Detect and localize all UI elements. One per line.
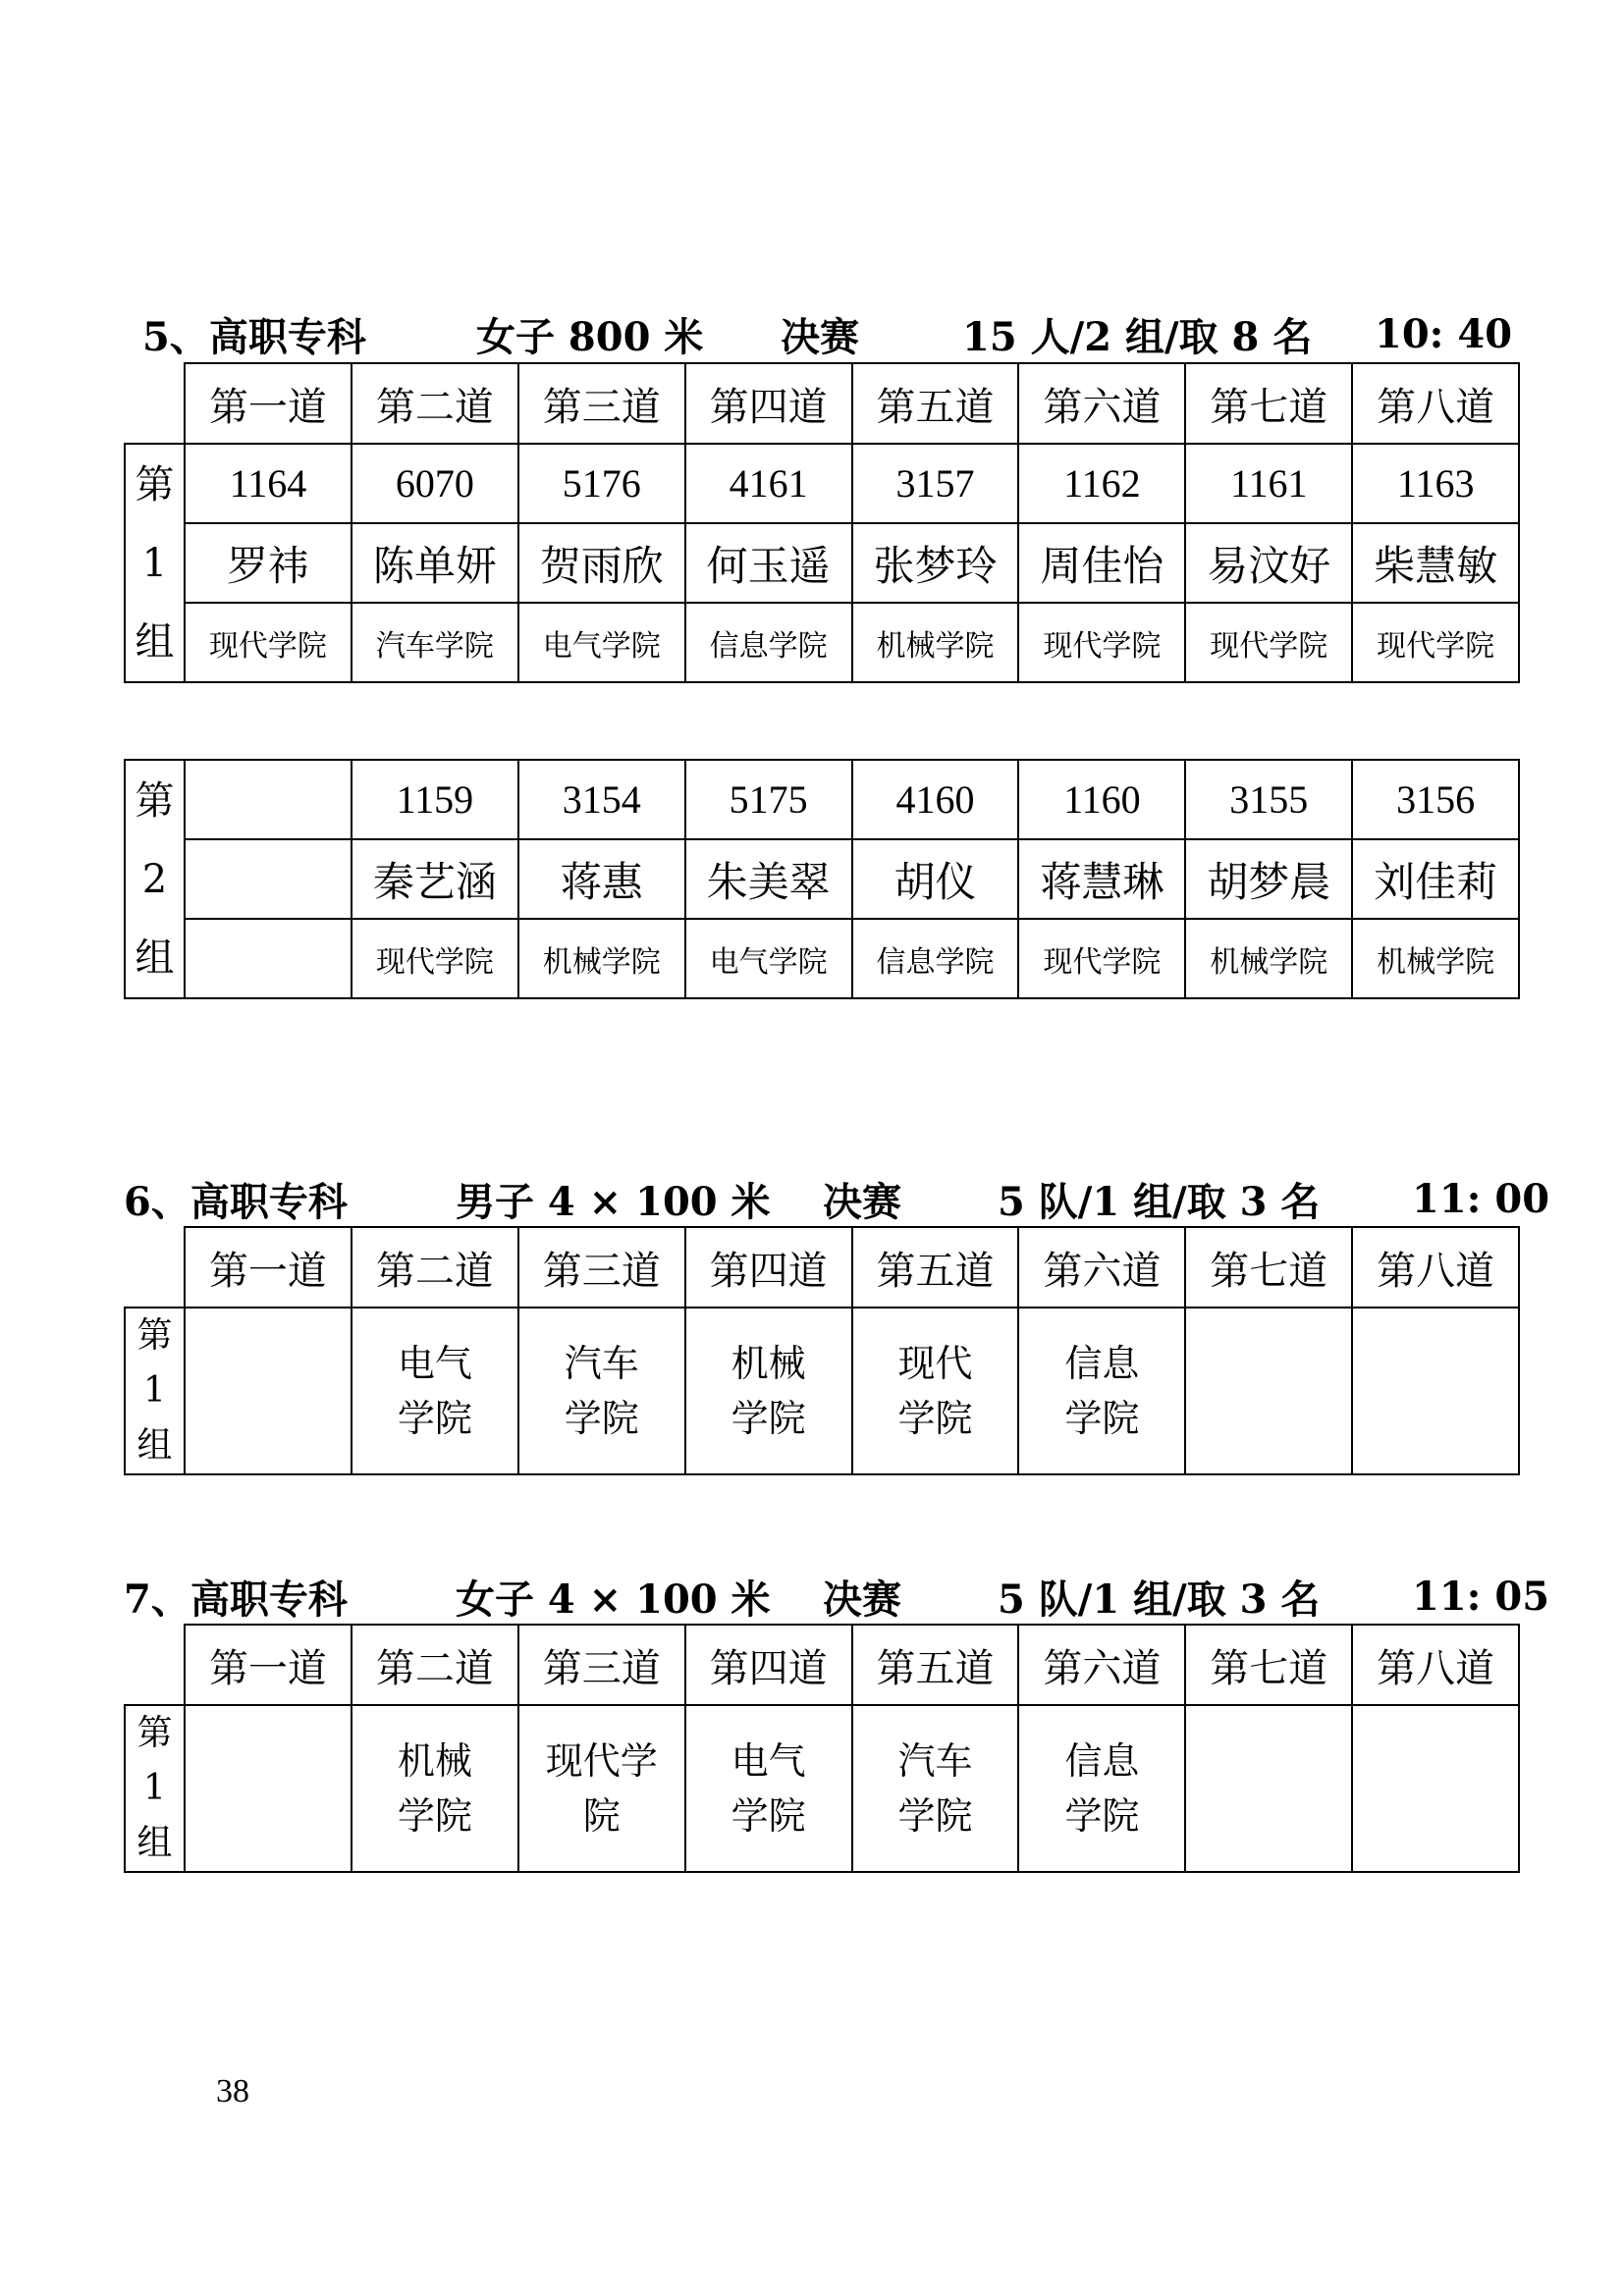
athlete-name: 秦艺涵 <box>352 839 518 919</box>
team-row <box>125 1705 1519 1872</box>
lane-header: 第四道 <box>685 1227 852 1308</box>
team-cell <box>685 1308 852 1474</box>
group-label-part: 1 <box>143 1370 166 1411</box>
athlete-college: 现代学院 <box>1018 603 1185 682</box>
athlete-college: 现代学院 <box>185 603 352 682</box>
athlete-number: 5175 <box>685 760 852 839</box>
team-cell <box>852 1308 1019 1474</box>
team-line: 汽车 <box>897 1739 973 1783</box>
event5-title <box>142 306 366 362</box>
group-label <box>125 444 185 682</box>
group-label-part: 第 <box>136 1315 173 1356</box>
athlete-number: 3156 <box>1352 760 1519 839</box>
athlete-number: 1160 <box>1018 760 1185 839</box>
event5-event: 女子 800 米 <box>476 313 704 360</box>
event7-table <box>124 1624 1520 1873</box>
corner-cell <box>125 1625 185 1705</box>
athlete-number: 3157 <box>852 444 1019 523</box>
athlete-college: 电气学院 <box>685 919 852 998</box>
event5-heading <box>142 306 1517 361</box>
athlete-name: 胡仪 <box>852 839 1019 919</box>
team-line: 现代学 <box>545 1739 658 1783</box>
lane-header: 第五道 <box>852 1625 1019 1705</box>
lane-header: 第六道 <box>1018 1625 1185 1705</box>
team-cell <box>185 1705 352 1872</box>
athlete-name: 何玉遥 <box>685 523 852 603</box>
athlete-name: 蒋慧琳 <box>1018 839 1185 919</box>
group-label-part: 2 <box>141 856 168 902</box>
lane-header: 第三道 <box>518 1227 685 1308</box>
event7-title <box>124 1569 348 1625</box>
team-cell <box>352 1705 518 1872</box>
team-line: 学院 <box>397 1794 472 1838</box>
team-line: 现代 <box>897 1342 973 1385</box>
athlete-number <box>185 760 352 839</box>
event7-round: 决赛 <box>823 1575 901 1623</box>
event5-time: 10: 40 <box>1375 310 1513 357</box>
team-line: 学院 <box>731 1397 806 1440</box>
event6-event: 男子 4 × 100 米 <box>456 1178 771 1225</box>
lane-header: 第一道 <box>185 1625 352 1705</box>
team-cell <box>1352 1308 1519 1474</box>
event7-time: 11: 05 <box>1412 1573 1550 1620</box>
athlete-name: 张梦玲 <box>852 523 1019 603</box>
group-label-part: 第 <box>135 777 175 824</box>
event6-format: 5 队/1 组/取 3 名 <box>998 1178 1321 1225</box>
athlete-college: 机械学院 <box>518 919 685 998</box>
team-line: 机械 <box>731 1342 806 1385</box>
team-line: 院 <box>582 1794 621 1838</box>
athlete-college: 电气学院 <box>518 603 685 682</box>
athlete-name: 贺雨欣 <box>518 523 685 603</box>
team-line: 信息 <box>1064 1342 1140 1385</box>
number-row <box>125 444 1519 523</box>
event6-category: 高职专科 <box>189 1178 348 1225</box>
group-label-part: 组 <box>135 934 175 981</box>
athlete-number: 1164 <box>185 444 352 523</box>
event5-index: 5、 <box>142 313 209 360</box>
lane-header: 第三道 <box>518 363 685 444</box>
team-cell <box>518 1308 685 1474</box>
lane-header: 第五道 <box>852 363 1019 444</box>
athlete-number: 5176 <box>518 444 685 523</box>
athlete-number: 4160 <box>852 760 1019 839</box>
lane-header: 第八道 <box>1352 1625 1519 1705</box>
lane-header-row <box>125 1625 1519 1705</box>
team-cell <box>518 1705 685 1872</box>
event7-heading <box>124 1569 1550 1624</box>
lane-header: 第二道 <box>352 1625 518 1705</box>
athlete-college: 信息学院 <box>852 919 1019 998</box>
athlete-number: 3154 <box>518 760 685 839</box>
name-row <box>125 839 1519 919</box>
athlete-name: 蒋惠 <box>518 839 685 919</box>
corner-cell <box>125 363 185 444</box>
team-line: 学院 <box>397 1397 472 1440</box>
team-row <box>125 1308 1519 1474</box>
athlete-name: 周佳怡 <box>1018 523 1185 603</box>
lane-header: 第四道 <box>685 1625 852 1705</box>
group-label-part: 1 <box>141 540 168 586</box>
group-label <box>125 760 185 998</box>
team-cell <box>352 1308 518 1474</box>
lane-header-row <box>125 1227 1519 1308</box>
event6-heading <box>124 1171 1550 1226</box>
lane-header: 第七道 <box>1185 1625 1352 1705</box>
lane-header: 第二道 <box>352 363 518 444</box>
team-cell <box>185 1308 352 1474</box>
corner-cell <box>125 1227 185 1308</box>
athlete-college <box>185 919 352 998</box>
group-label-part: 第 <box>135 461 175 507</box>
team-line: 学院 <box>731 1794 806 1838</box>
athlete-name: 易汶好 <box>1185 523 1352 603</box>
page-number: 38 <box>216 2073 249 2109</box>
event6-table <box>124 1226 1520 1475</box>
team-line: 电气 <box>397 1342 472 1385</box>
team-line: 信息 <box>1064 1739 1140 1783</box>
athlete-name <box>185 839 352 919</box>
name-row <box>125 523 1519 603</box>
athlete-college: 汽车学院 <box>352 603 518 682</box>
athlete-college: 现代学院 <box>352 919 518 998</box>
athlete-number: 3155 <box>1185 760 1352 839</box>
event5-round: 决赛 <box>781 313 859 360</box>
group-label-part: 第 <box>136 1713 173 1753</box>
college-row <box>125 603 1519 682</box>
athlete-college: 现代学院 <box>1185 603 1352 682</box>
team-cell <box>1352 1705 1519 1872</box>
athlete-college: 信息学院 <box>685 603 852 682</box>
lane-header: 第二道 <box>352 1227 518 1308</box>
event7-index: 7、 <box>124 1575 190 1623</box>
athlete-number: 1162 <box>1018 444 1185 523</box>
event7-category: 高职专科 <box>189 1575 348 1623</box>
team-line: 机械 <box>397 1739 472 1783</box>
athlete-name: 罗祎 <box>185 523 352 603</box>
team-line: 学院 <box>1064 1794 1140 1838</box>
athlete-name: 胡梦晨 <box>1185 839 1352 919</box>
lane-header: 第一道 <box>185 1227 352 1308</box>
lane-header: 第六道 <box>1018 363 1185 444</box>
athlete-name: 刘佳莉 <box>1352 839 1519 919</box>
event7-event: 女子 4 × 100 米 <box>456 1575 771 1623</box>
event6-index: 6、 <box>124 1178 190 1225</box>
athlete-college: 现代学院 <box>1352 603 1519 682</box>
event5-group2-table <box>124 759 1520 999</box>
lane-header-row <box>125 363 1519 444</box>
event6-title <box>124 1171 348 1227</box>
lane-header: 第五道 <box>852 1227 1019 1308</box>
athlete-number: 4161 <box>685 444 852 523</box>
event5-category: 高职专科 <box>208 313 366 360</box>
event7-format: 5 队/1 组/取 3 名 <box>998 1575 1321 1623</box>
athlete-number: 6070 <box>352 444 518 523</box>
team-line: 电气 <box>731 1739 806 1783</box>
team-cell <box>1018 1308 1185 1474</box>
team-line: 学院 <box>1064 1397 1140 1440</box>
team-cell <box>1018 1705 1185 1872</box>
team-line: 学院 <box>897 1397 973 1440</box>
athlete-name: 朱美翠 <box>685 839 852 919</box>
lane-header: 第七道 <box>1185 1227 1352 1308</box>
lane-header: 第三道 <box>518 1625 685 1705</box>
team-line: 汽车 <box>564 1342 639 1385</box>
group-label-part: 组 <box>135 618 175 665</box>
college-row <box>125 919 1519 998</box>
group-label-part: 1 <box>143 1768 166 1808</box>
team-cell <box>685 1705 852 1872</box>
team-cell <box>1185 1308 1352 1474</box>
athlete-college: 机械学院 <box>1352 919 1519 998</box>
lane-header: 第一道 <box>185 363 352 444</box>
group-label-part: 组 <box>136 1425 173 1466</box>
lane-header: 第八道 <box>1352 363 1519 444</box>
athlete-number: 1163 <box>1352 444 1519 523</box>
lane-header: 第八道 <box>1352 1227 1519 1308</box>
event6-time: 11: 00 <box>1412 1175 1550 1222</box>
athlete-name: 陈单妍 <box>352 523 518 603</box>
group-label <box>125 1308 185 1474</box>
athlete-name: 柴慧敏 <box>1352 523 1519 603</box>
event5-group1-table <box>124 362 1520 683</box>
group-label <box>125 1705 185 1872</box>
event6-round: 决赛 <box>823 1178 901 1225</box>
team-cell <box>1185 1705 1352 1872</box>
event5-format: 15 人/2 组/取 8 名 <box>962 313 1313 360</box>
athlete-college: 机械学院 <box>1185 919 1352 998</box>
team-line: 学院 <box>897 1794 973 1838</box>
athlete-number: 1159 <box>352 760 518 839</box>
lane-header: 第四道 <box>685 363 852 444</box>
athlete-college: 机械学院 <box>852 603 1019 682</box>
team-cell <box>852 1705 1019 1872</box>
team-line: 学院 <box>564 1397 639 1440</box>
athlete-number: 1161 <box>1185 444 1352 523</box>
number-row <box>125 760 1519 839</box>
group-label-part: 组 <box>136 1823 173 1863</box>
lane-header: 第七道 <box>1185 363 1352 444</box>
athlete-college: 现代学院 <box>1018 919 1185 998</box>
lane-header: 第六道 <box>1018 1227 1185 1308</box>
